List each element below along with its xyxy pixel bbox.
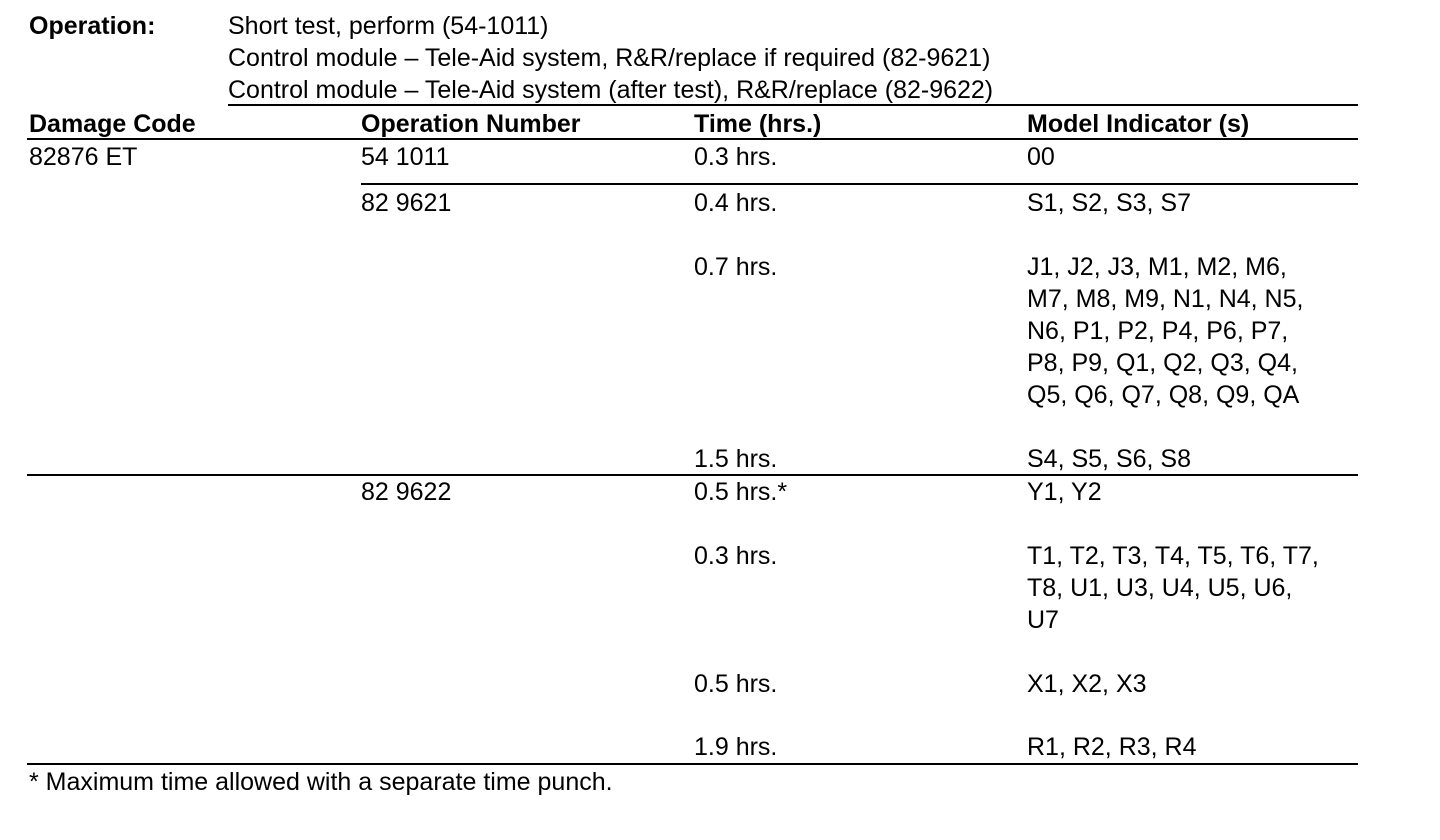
header-damage-code: Damage Code bbox=[29, 110, 196, 138]
time-cell: 0.3 hrs. bbox=[694, 143, 778, 171]
time-cell: 0.4 hrs. bbox=[694, 189, 778, 217]
operation-line-1: Short test, perform (54-1011) bbox=[228, 12, 549, 40]
time-cell: 1.9 hrs. bbox=[694, 733, 778, 761]
operation-line-3: Control module – Tele-Aid system (after test), R&R/replace (82-9622) bbox=[228, 76, 994, 104]
time-cell: 0.7 hrs. bbox=[694, 253, 778, 281]
time-cell: 0.3 hrs. bbox=[694, 542, 778, 570]
model-indicator-cell: 00 bbox=[1027, 143, 1055, 171]
time-cell: 1.5 hrs. bbox=[694, 445, 778, 473]
model-indicator-cell: Y1, Y2 bbox=[1027, 478, 1102, 506]
model-indicator-cell: T1, T2, T3, T4, T5, T6, T7, T8, U1, U3, U4, U5, U6, U7 bbox=[1027, 542, 1319, 634]
operation-number-cell: 54 1011 bbox=[361, 143, 450, 171]
time-cell: 0.5 hrs. bbox=[694, 670, 778, 698]
damage-code-cell: 82876 ET bbox=[29, 143, 138, 171]
header-operation-number: Operation Number bbox=[361, 110, 581, 138]
time-cell: 0.5 hrs.* bbox=[694, 478, 788, 506]
header-bottom-rule bbox=[27, 138, 1358, 140]
operation-number-cell: 82 9621 bbox=[361, 189, 452, 217]
operation-label: Operation: bbox=[29, 12, 156, 40]
group-2-rule bbox=[27, 474, 1358, 476]
operation-number-cell: 82 9622 bbox=[361, 478, 452, 506]
header-time: Time (hrs.) bbox=[694, 110, 822, 138]
model-indicator-cell: S4, S5, S6, S8 bbox=[1027, 445, 1191, 473]
model-indicator-cell: S1, S2, S3, S7 bbox=[1027, 189, 1191, 217]
header-top-rule bbox=[228, 104, 1358, 106]
header-model-indicator: Model Indicator (s) bbox=[1027, 110, 1250, 138]
operation-line-2: Control module – Tele-Aid system, R&R/replace if required (82-9621) bbox=[228, 44, 991, 72]
model-indicator-cell: J1, J2, J3, M1, M2, M6, M7, M8, M9, N1, N4, N5, N6, P1, P2, P4, P6, P7, P8, P9, Q1, Q2, Q3, Q4, Q5, Q6, Q7, Q8, Q9, QA bbox=[1027, 253, 1304, 409]
group-1-rule bbox=[361, 183, 1358, 185]
model-indicator-cell: X1, X2, X3 bbox=[1027, 670, 1147, 698]
model-indicator-cell: R1, R2, R3, R4 bbox=[1027, 733, 1197, 761]
table-bottom-rule bbox=[27, 763, 1358, 765]
footnote: * Maximum time allowed with a separate time punch. bbox=[29, 768, 613, 796]
